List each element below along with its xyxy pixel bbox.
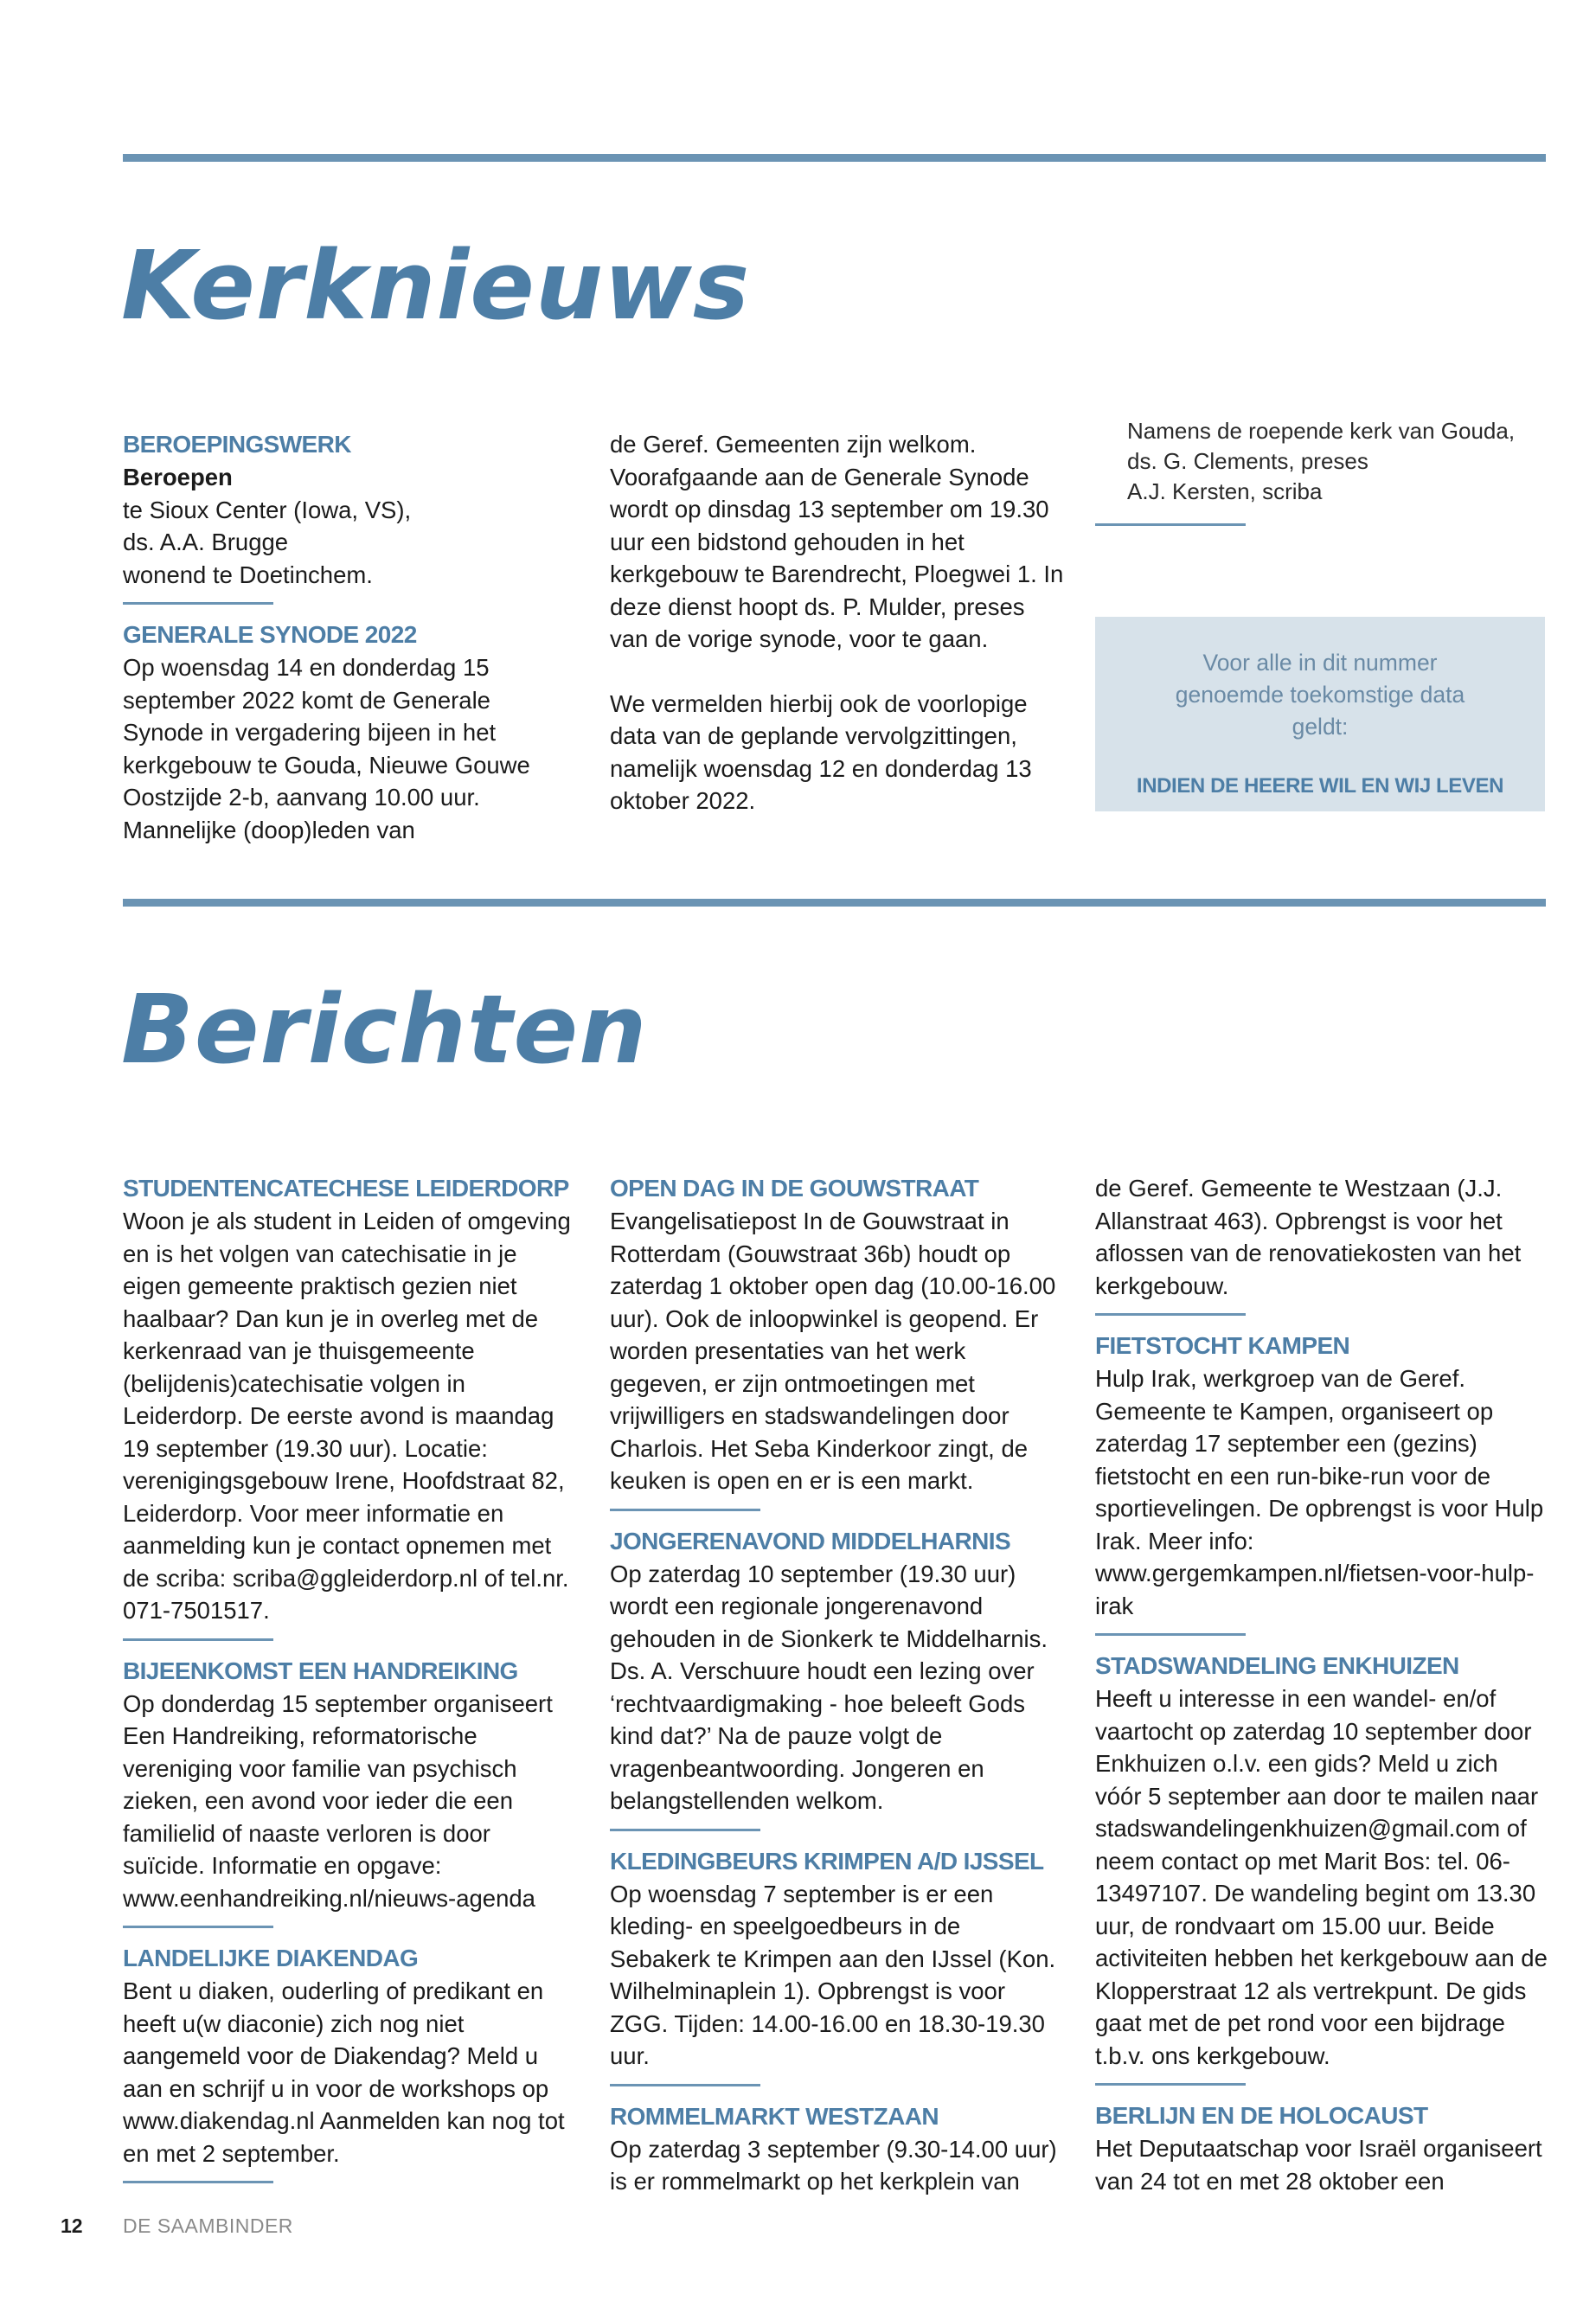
divider <box>123 1638 273 1641</box>
signature-block <box>1127 416 1534 507</box>
item-text: Op donderdag 15 september organiseert Een Handreiking, reformatorische vereniging voor familie van psychisch zieken, een avond voor ieder die een familielid of naaste verloren is door suïcide. Informatie en opgave: www.eenhandreiking.nl/nieuws-agenda <box>123 1689 553 1912</box>
item-text: Op zaterdag 3 september (9.30-14.00 uur) is er rommelmarkt op het kerkplein van <box>610 2135 1057 2195</box>
item-heading: ROMMELMARKT WESTZAAN <box>610 2102 939 2130</box>
section-heading: GENERALE SYNODE 2022 <box>123 621 417 648</box>
item-heading: JONGERENAVOND MIDDELHARNIS <box>610 1527 1011 1554</box>
notice-box <box>1095 617 1545 811</box>
item-text: Woon je als student in Leiden of omgeving en is het volgen van catechisatie in je eigen gemeente praktisch gezien niet haalbaar? Dan kun je in overleg met de kerkenraad van je thuisgemeente (belijdenis)catechisatie volgen in Leiderdorp. De eerste avond is maandag 19 september (19.30 uur). Locatie: verenigingsgebouw Irene, Hoofdstraat 82, Leiderdorp. Voor meer informatie en aanmelding kun je contact opnemen met de scriba: scriba@ggleiderdorp.nl of tel.nr. 071-7501517. <box>123 1208 571 1624</box>
publication-name: DE SAAMBINDER <box>122 2214 293 2237</box>
section-rule <box>123 899 1546 907</box>
subheading: Beroepen <box>123 464 233 490</box>
item-text: Bent u diaken, ouderling of predikant en heeft u(w diaconie) zich nog niet aangemeld voor de Diakendag? Meld u aan en schrijf u in voor de workshops op www.diakendag.nl Aanmelden kan nog tot en met 2 september. <box>123 1977 565 2167</box>
divider <box>1095 523 1246 526</box>
item-text: Op woensdag 7 september is er een kleding- en speelgoedbeurs in de Sebakerk te Krimpen aan den IJssel (Kon. Wilhelminaplein 1). Opbrengst is voor ZGG. Tijden: 14.00-16.00 en 18.30-19.30 uur. <box>610 1880 1056 2069</box>
item-heading: OPEN DAG IN DE GOUWSTRAAT <box>610 1175 979 1202</box>
kerknieuws-column-2 <box>610 428 1064 817</box>
kerknieuws-column-1 <box>123 428 577 846</box>
berichten-column-3 <box>1095 1172 1549 2197</box>
signature-line: Namens de roepende kerk van Gouda, <box>1127 418 1516 444</box>
section-heading: BEROEPINGSWERK <box>123 431 351 458</box>
item-heading: FIETSTOCHT KAMPEN <box>1095 1332 1350 1359</box>
divider <box>123 602 273 605</box>
item-text: Hulp Irak, werkgroep van de Geref. Gemeente te Kampen, organiseert op zaterdag 17 september een (gezins) fietstocht en een run-bike-run voor de sportievelingen. De opbrengst is voor Hulp Irak. Meer info: www.gergemkampen.nl/fietsen-voor-hulp-irak <box>1095 1365 1544 1619</box>
item-heading: LANDELIJKE DIAKENDAG <box>123 1945 419 1971</box>
item-text: Evangelisatiepost In de Gouwstraat in Rotterdam (Gouwstraat 36b) houdt op zaterdag 1 oktober open dag (10.00-16.00 uur). Ook de inloopwinkel is geopend. Er worden presentaties van het werk gegeven, er zijn ontmoetingen met vrijwilligers en stadswandelingen door Charlois. Het Seba Kinderkoor zingt, de keuken is open en er is een markt. <box>610 1208 1056 1494</box>
item-text: de Geref. Gemeente te Westzaan (J.J. Allanstraat 463). Opbrengst is voor het aflossen van de renovatiekosten van het kerkgebouw. <box>1095 1175 1522 1299</box>
divider <box>1095 1313 1246 1316</box>
notice-text: Voor alle in dit nummer genoemde toekomstige data geldt: <box>1175 650 1465 740</box>
divider <box>123 1926 273 1928</box>
divider <box>610 1829 760 1831</box>
divider <box>1095 2083 1246 2086</box>
berichten-column-2 <box>610 1172 1064 2198</box>
text-line: wonend te Doetinchem. <box>123 561 373 588</box>
divider <box>123 2181 273 2183</box>
article-text: We vermelden hierbij ook de voorlopige data van de geplande vervolgzittingen, namelijk woensdag 12 en donderdag 13 oktober 2022. <box>610 689 1032 814</box>
berichten-column-1 <box>123 1172 577 2197</box>
item-heading: BIJEENKOMST EEN HANDREIKING <box>123 1657 518 1684</box>
divider <box>610 1509 760 1511</box>
article-text: de Geref. Gemeenten zijn welkom. Voorafgaande aan de Generale Synode wordt op dinsdag 13 september om 19.30 uur een bidstond gehouden in het kerkgebouw te Barendrecht, Ploegwei 1. In deze dienst hoopt ds. P. Mulder, preses van de vorige synode, voor te gaan. <box>610 431 1064 652</box>
text-line: ds. A.A. Brugge <box>123 529 289 555</box>
item-heading: STADSWANDELING ENKHUIZEN <box>1095 1652 1459 1679</box>
signature-line: ds. G. Clements, preses <box>1127 448 1368 474</box>
divider <box>1095 1633 1246 1636</box>
item-heading: KLEDINGBEURS KRIMPEN A/D IJSSEL <box>610 1847 1044 1875</box>
signature-line: A.J. Kersten, scriba <box>1127 478 1323 504</box>
item-heading: BERLIJN EN DE HOLOCAUST <box>1095 2102 1428 2129</box>
item-text: Op zaterdag 10 september (19.30 uur) wordt een regionale jongerenavond gehouden in de Sionkerk te Middelharnis. Ds. A. Verschuure houdt een lezing over ‘rechtvaardigmaking - hoe beleeft Gods kind dat?’ Na de pauze volgt de vragenbeantwoording. Jongeren en belangstellenden welkom. <box>610 1560 1048 1814</box>
item-heading: STUDENTENCATECHESE LEIDERDORP <box>123 1175 569 1202</box>
top-rule <box>123 154 1546 162</box>
page-footer <box>61 2214 293 2238</box>
page-number: 12 <box>61 2214 83 2237</box>
divider <box>610 2084 760 2086</box>
section-title: Berichten <box>121 974 648 1085</box>
notice-emphasis: INDIEN DE HEERE WIL EN WIJ LEVEN <box>1136 774 1504 798</box>
article-text: Op woensdag 14 en donderdag 15 september 2022 komt de Generale Synode in vergadering bijeen in het kerkgebouw te Gouda, Nieuwe Gouwe Oostzijde 2-b, aanvang 10.00 uur. Mannelijke (doop)leden van <box>123 654 530 843</box>
text-line: te Sioux Center (Iowa, VS), <box>123 496 412 523</box>
item-text: Het Deputaatschap voor Israël organiseert van 24 tot en met 28 oktober een <box>1095 2135 1542 2195</box>
item-text: Heeft u interesse in een wandel- en/of vaartocht op zaterdag 10 september door Enkhuizen o.l.v. een gids? Meld u zich vóór 5 september aan door te mailen naar stadswandelingenkhuizen@gmail.com of neem contact op met Marit Bos: tel. 06-13497107. De wandeling begint om 13.30 uur, de rondvaart om 15.00 uur. Beide activiteiten hebben het kerkgebouw aan de Klopperstraat 12 als vertrekpunt. De gids gaat met de pet rond voor een bijdrage t.b.v. ons kerkgebouw. <box>1095 1685 1548 2069</box>
page-title: Kerknieuws <box>121 230 751 341</box>
